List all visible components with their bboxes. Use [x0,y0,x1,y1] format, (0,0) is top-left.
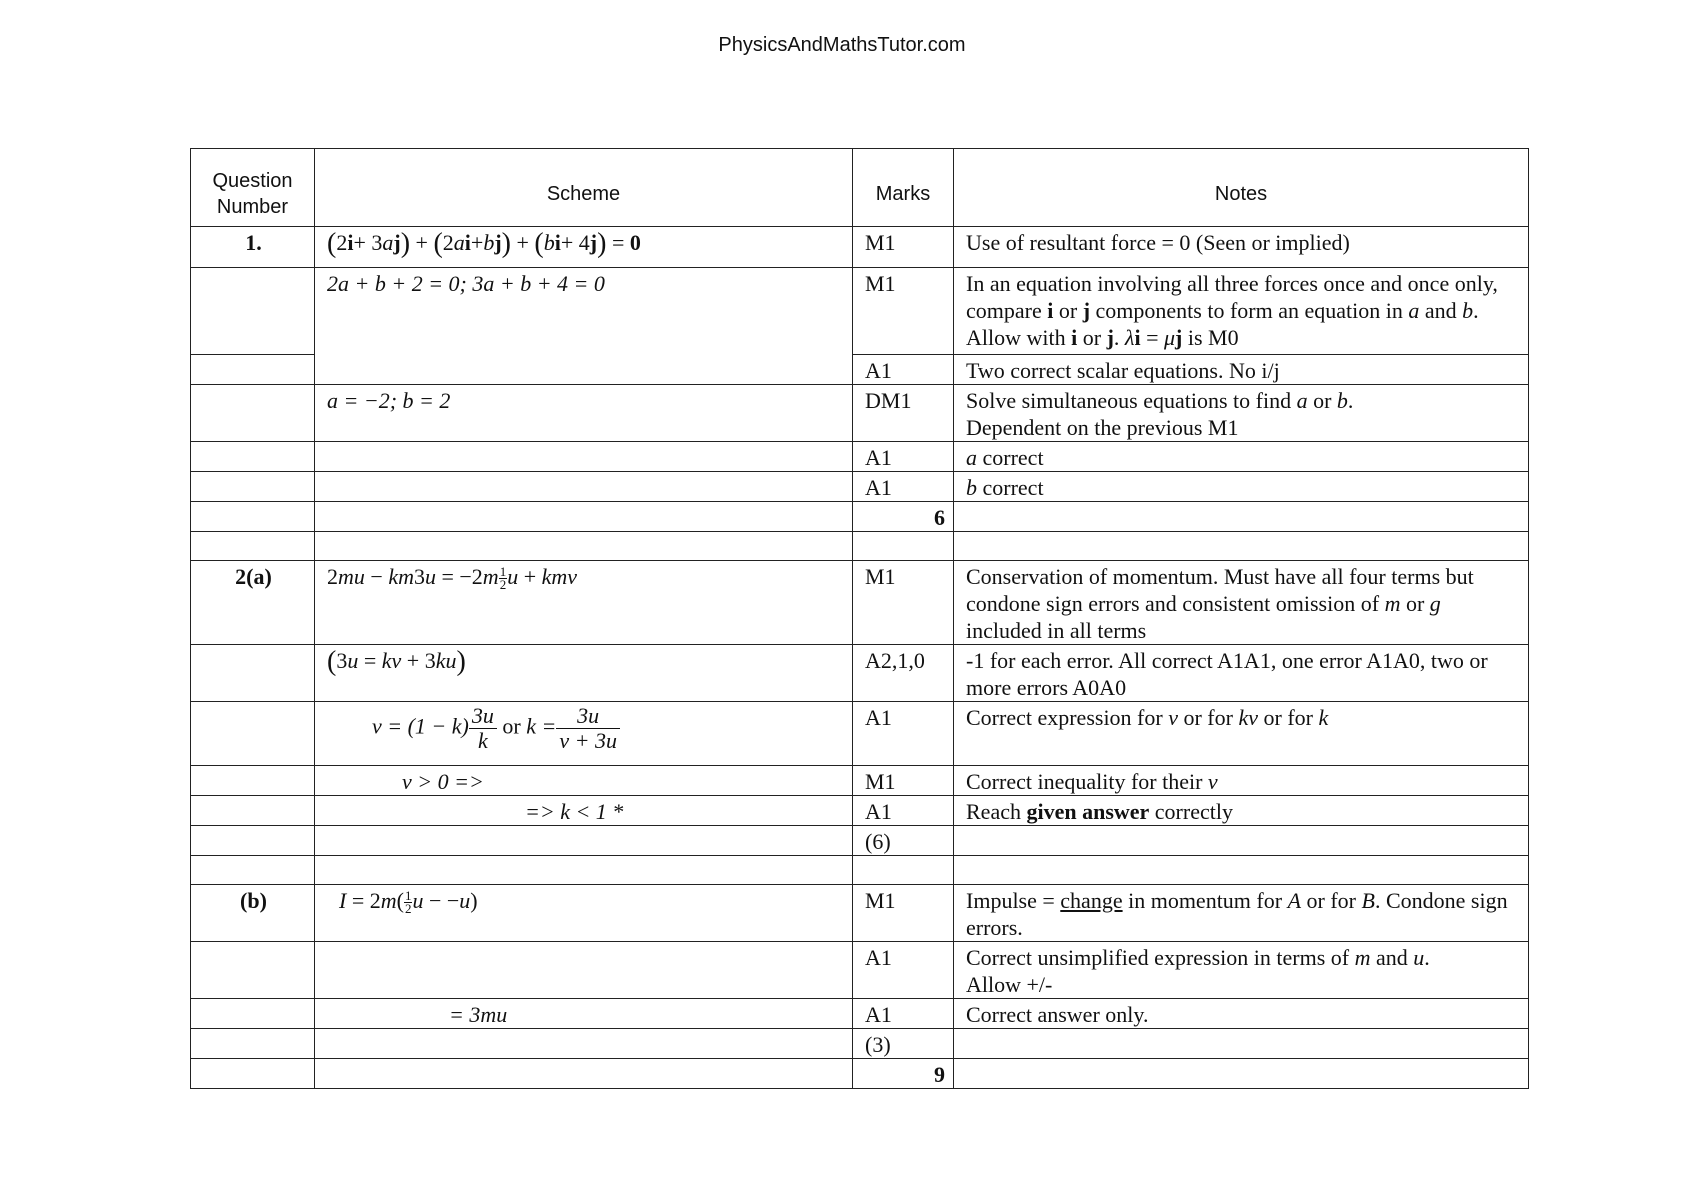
marks-cell: DM1 [853,385,954,442]
scheme-cell [315,999,853,1029]
scheme-cell [315,442,853,472]
question-number [191,645,315,702]
note-text: or [1077,325,1107,350]
note-text: . [1113,325,1125,350]
note-text: or for [1177,705,1239,730]
scheme-cell [315,502,853,532]
notes-cell [954,502,1529,532]
question-number: 2(a) [191,561,315,645]
question-number [191,268,315,355]
total-marks: 6 [853,502,954,532]
scheme-cell [315,1059,853,1089]
question-number: (b) [191,885,315,942]
header-scheme: Scheme [315,149,853,227]
notes-cell: Conservation of momentum. Must have all four terms but condone sign errors and consistent omission of m or g included in all terms [954,561,1529,645]
note-text: given answer [1026,799,1150,824]
mark-scheme-table [190,148,1529,1089]
note-text: Correct inequality for their [966,769,1208,794]
scheme-cell [315,885,853,942]
note-var: a [966,445,977,470]
marks-cell: A1 [853,702,954,766]
note-text: components to form an equation in [1090,298,1409,323]
scheme-cell [315,227,853,268]
notes-cell [954,1059,1529,1089]
notes-cell: -1 for each error. All correct A1A1, one error A1A0, two or more errors A0A0 [954,645,1529,702]
table-row [191,442,1529,472]
notes-cell: Correct inequality for their v [954,766,1529,796]
note-text: . Condone sign errors. [966,888,1508,940]
note-text: correct [977,475,1044,500]
note-text: or for [1258,705,1319,730]
note-text: or [1307,388,1337,413]
marks-cell: A2,1,0 [853,645,954,702]
header-notes: Notes [954,149,1529,227]
marks-cell: M1 [853,227,954,268]
notes-cell [954,796,1529,826]
note-text: Correct expression for [966,705,1169,730]
site-header: PhysicsAndMathsTutor.com [718,34,966,56]
spacer-row [191,532,1529,561]
question-number [191,1059,315,1089]
scheme-cell [315,1029,853,1059]
table-row [191,561,1529,645]
marks-cell: A1 [853,442,954,472]
note-text: Allow +/- [966,972,1053,997]
notes-cell: Correct expression for v or for kv or for k [954,702,1529,766]
marks-cell: A1 [853,472,954,502]
question-number [191,1029,315,1059]
notes-cell [954,442,1529,472]
note-text: . [1424,945,1430,970]
equation-expression: v = (1 − k) $\frac{3u}{k}$ or k = $\frac{3u}{v + 3u}$ [327,704,620,753]
note-text: Conservation of momentum. Must have all four terms but condone sign errors and consistent omission of [966,564,1474,616]
question-number [191,355,315,385]
equation-resultant: (2i+ 3aj) + (2ai+bj) + (bi+ 4j) = 0 [327,228,641,259]
marks-cell: A1 [853,942,954,999]
table-row [191,227,1529,268]
header-marks: Marks [853,149,954,227]
notes-cell: Use of resultant force = 0 (Seen or implied) [954,227,1529,268]
scheme-cell [315,826,853,856]
table-row [191,885,1529,942]
question-number [191,766,315,796]
scheme-cell [315,561,853,645]
notes-cell: Correct unsimplified expression in terms of m and u. Allow +/- [954,942,1529,999]
notes-cell [954,472,1529,502]
note-text: in momentum for [1122,888,1288,913]
subtotal-marks: (6) [853,826,954,856]
notes-cell [954,826,1529,856]
note-text: Solve simultaneous equations to find [966,388,1297,413]
table-row [191,268,1529,355]
question-number [191,826,315,856]
equation-inequality: v > 0 => [402,769,484,794]
subtotal-marks: (3) [853,1029,954,1059]
question-number [191,502,315,532]
marks-cell: M1 [853,766,954,796]
note-text: included in all terms [966,618,1147,643]
note-text: correct [977,445,1044,470]
notes-cell: Correct answer only. [954,999,1529,1029]
equation-solution: a = −2; b = 2 [327,388,451,413]
equation-impulse: I = 2m( $\frac{1}{2}$ u − −u) [339,888,478,917]
equation-given-answer: => k < 1 * [525,799,624,824]
question-number [191,942,315,999]
note-text: and [1419,298,1463,323]
question-number: 1. [191,227,315,268]
total-row [191,1059,1529,1089]
note-var: b [966,475,977,500]
question-number [191,796,315,826]
table-row [191,385,1529,442]
notes-cell: Two correct scalar equations. No i/j [954,355,1529,385]
question-number [191,702,315,766]
scheme-cell [315,385,853,442]
question-number [191,385,315,442]
question-number [191,442,315,472]
scheme-cell [315,702,853,766]
note-text: is M0 [1182,325,1239,350]
note-text: and [1370,945,1414,970]
note-text: or [1053,298,1083,323]
note-text: Reach [966,799,1027,824]
notes-cell: Impulse = change in momentum for A or for B. Condone sign errors. [954,885,1529,942]
scheme-cell [315,796,853,826]
total-row [191,502,1529,532]
notes-cell: Solve simultaneous equations to find a or b. Dependent on the previous M1 [954,385,1529,442]
note-text: change [1060,888,1123,913]
note-text: . [1347,388,1354,413]
note-text: Correct unsimplified expression in terms of [966,945,1355,970]
note-text: . Allow with [966,298,1479,350]
header-question-number: Question Number [191,149,315,227]
table-row [191,999,1529,1029]
subtotal-row [191,826,1529,856]
equation-momentum: 2mu − km3u = −2m $\frac{1}{2}$ u + kmv [327,564,578,593]
note-text: In an equation involving all three forces once and once only, compare [966,271,1498,323]
scheme-cell [315,942,853,999]
scheme-cell [315,268,853,385]
equation-scalar: 2a + b + 2 = 0; 3a + b + 4 = 0 [327,271,605,296]
question-number [191,472,315,502]
notes-cell [954,1029,1529,1059]
marks-cell: M1 [853,268,954,355]
note-text: or [1400,591,1430,616]
table-row [191,942,1529,999]
equation-final-answer: = 3mu [449,1002,508,1027]
scheme-cell [315,645,853,702]
equation-rearranged: (3u = kv + 3ku) [327,646,466,677]
marks-cell: A1 [853,355,954,385]
scheme-cell [315,766,853,796]
table-row [191,472,1529,502]
note-text: correctly [1149,799,1233,824]
table-row [191,766,1529,796]
note-text: Impulse = [966,888,1061,913]
notes-cell: In an equation involving all three forces once and once only, compare i or j components to form an equation in a and b. Allow with i or j. λi = μj is M0 [954,268,1529,355]
marks-cell: M1 [853,561,954,645]
header-row [191,149,1529,227]
total-marks: 9 [853,1059,954,1089]
marks-cell: A1 [853,999,954,1029]
marks-cell: M1 [853,885,954,942]
scheme-cell [315,472,853,502]
note-text: or for [1301,888,1362,913]
spacer-row [191,856,1529,885]
note-text: Dependent on the previous M1 [966,415,1239,440]
table-row [191,796,1529,826]
table-row [191,702,1529,766]
table-row [191,645,1529,702]
question-number [191,999,315,1029]
subtotal-row [191,1029,1529,1059]
marks-cell: A1 [853,796,954,826]
